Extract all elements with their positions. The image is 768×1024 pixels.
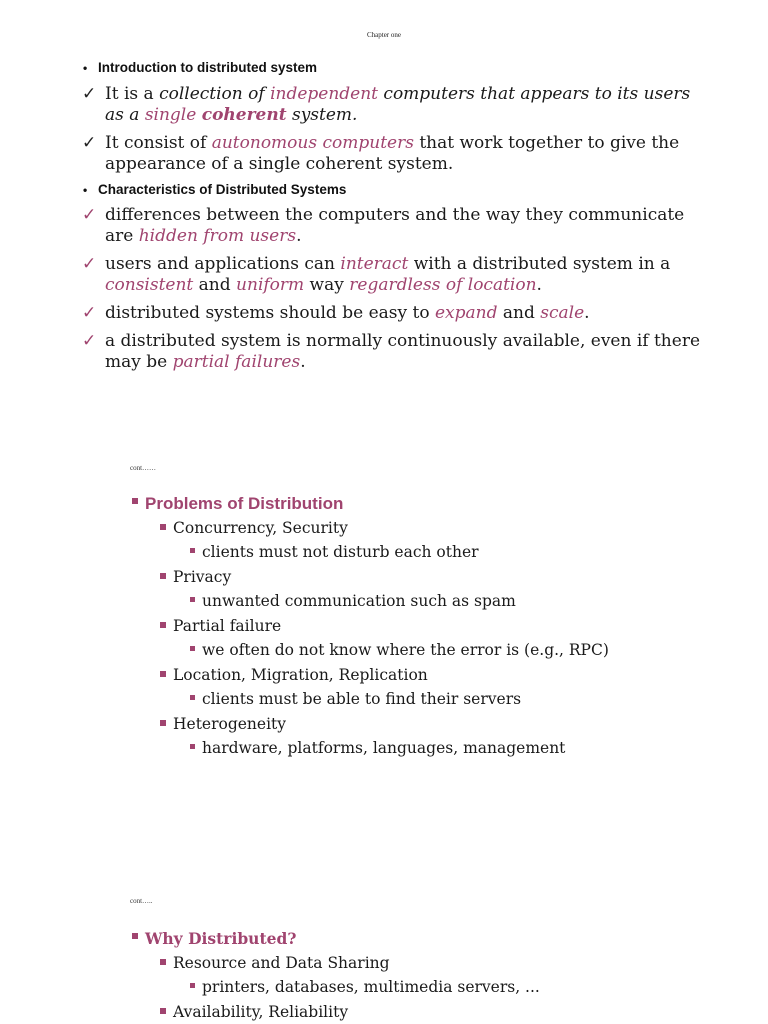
characteristic-item-2 (82, 254, 702, 296)
heading-problems (130, 491, 690, 516)
text-segment: that work together to give the appearance of a single coherent system. (105, 133, 680, 174)
text-segment: a distributed system is normally continuously available, even if there may be (105, 331, 700, 372)
characteristic-item-3 (82, 303, 702, 324)
square-bullet-icon (160, 1008, 166, 1014)
text-segment: partial failures (172, 352, 301, 372)
text-segment: distributed systems should be easy to (105, 303, 435, 323)
checkmark-icon: ✓ (82, 303, 97, 323)
list-subitem-label: clients must be able to find their servers (202, 690, 522, 708)
text-segment: . (296, 226, 302, 246)
heading-introduction (82, 58, 702, 78)
section-introduction (82, 58, 702, 373)
list-subitem (130, 638, 690, 663)
cont-label-2: cont….. (130, 897, 153, 905)
text-segment: . (536, 275, 542, 295)
section-problems-of-distribution (130, 491, 690, 761)
text-segment: differences between the computers and the way they communicate are (105, 205, 685, 246)
list-item-label: Location, Migration, Replication (173, 666, 428, 684)
list-subitem (130, 736, 690, 761)
square-bullet-icon (132, 498, 138, 504)
characteristic-item-1 (82, 205, 702, 247)
text-segment: coherent (201, 105, 287, 125)
square-bullet-icon (132, 933, 138, 939)
heading-why-distributed-text: Why Distributed? (145, 929, 297, 948)
list-item-label: Availability, Reliability (173, 1003, 349, 1021)
square-bullet-icon (160, 622, 166, 628)
text-segment: system. (286, 105, 358, 125)
list-subitem (130, 687, 690, 712)
list-subitem-label: we often do not know where the error is (e.g., RPC) (202, 641, 609, 659)
heading-characteristics-text: Characteristics of Distributed Systems (98, 182, 347, 197)
square-bullet-icon (160, 671, 166, 677)
square-bullet-icon (160, 720, 166, 726)
text-segment: and (193, 275, 237, 295)
list-item (130, 712, 690, 736)
section-why-distributed (130, 926, 690, 1024)
list-item (130, 516, 690, 540)
list-item (130, 951, 690, 975)
list-item-label: Concurrency, Security (173, 519, 348, 537)
text-segment: users and applications can (105, 254, 341, 274)
list-item-label: Privacy (173, 568, 232, 586)
list-subitem (130, 589, 690, 614)
text-segment: with a distributed system in a (408, 254, 671, 274)
text-segment: . (300, 352, 306, 372)
text-segment: autonomous computers (211, 133, 414, 153)
bullet-dot-icon: • (83, 183, 88, 197)
square-bullet-icon (190, 597, 195, 602)
heading-problems-text: Problems of Distribution (145, 494, 344, 513)
text-segment: It is a (105, 84, 160, 104)
list-item (130, 663, 690, 687)
text-segment: and (497, 303, 541, 323)
square-bullet-icon (160, 959, 166, 965)
definition-item-1 (82, 84, 702, 126)
heading-introduction-text: Introduction to distributed system (98, 60, 318, 75)
list-subitem (130, 975, 690, 1000)
list-item (130, 614, 690, 638)
list-subitem-label: clients must not disturb each other (202, 543, 479, 561)
text-segment: . (584, 303, 590, 323)
list-item (130, 565, 690, 589)
heading-why-distributed (130, 926, 690, 951)
list-subitem-label: hardware, platforms, languages, management (202, 739, 566, 757)
text-segment: collection of (159, 84, 271, 104)
checkmark-icon: ✓ (82, 84, 97, 104)
checkmark-icon: ✓ (82, 205, 97, 225)
list-item-label: Partial failure (173, 617, 282, 635)
list-item-label: Heterogeneity (173, 715, 287, 733)
square-bullet-icon (190, 548, 195, 553)
characteristic-item-4 (82, 331, 702, 373)
square-bullet-icon (190, 646, 195, 651)
list-item (130, 1000, 690, 1024)
text-segment: consistent (105, 275, 194, 295)
text-segment: independent (270, 84, 379, 104)
square-bullet-icon (190, 744, 195, 749)
list-subitem-label: printers, databases, multimedia servers, ... (202, 978, 540, 996)
bullet-dot-icon: • (83, 61, 88, 75)
text-segment: hidden from users (138, 226, 297, 246)
cont-label-1: cont…… (130, 464, 157, 472)
square-bullet-icon (160, 524, 166, 530)
square-bullet-icon (190, 983, 195, 988)
definition-item-2 (82, 133, 702, 175)
chapter-label: Chapter one (366, 31, 401, 39)
heading-characteristics (82, 180, 702, 200)
checkmark-icon: ✓ (82, 133, 97, 153)
text-segment: way (304, 275, 350, 295)
text-segment: single (144, 105, 202, 125)
list-subitem (130, 540, 690, 565)
list-item-label: Resource and Data Sharing (173, 954, 390, 972)
text-segment: scale (540, 303, 585, 323)
checkmark-icon: ✓ (82, 254, 97, 274)
text-segment: regardless of location (349, 275, 537, 295)
checkmark-icon: ✓ (82, 331, 97, 351)
square-bullet-icon (190, 695, 195, 700)
list-subitem-label: unwanted communication such as spam (202, 592, 516, 610)
square-bullet-icon (160, 573, 166, 579)
text-segment: computers that appears to its users as a (105, 84, 691, 125)
text-segment: uniform (236, 275, 305, 295)
text-segment: It consist of (105, 133, 212, 153)
text-segment: interact (340, 254, 409, 274)
text-segment: expand (434, 303, 498, 323)
